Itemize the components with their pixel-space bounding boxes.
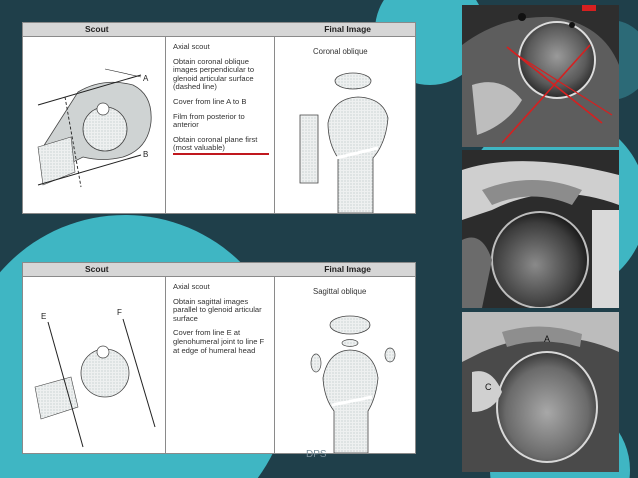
instruction-line: Obtain sagittal images parallel to glenoid articular surface <box>173 296 262 323</box>
instruction-line: Axial scout <box>173 282 210 291</box>
column-divider <box>165 276 166 453</box>
instruction-line: Cover from line A to B <box>173 96 247 106</box>
final-image-subtitle: Coronal oblique <box>313 47 368 56</box>
header-final-image: Final Image <box>324 264 371 274</box>
mri-coronal-image <box>462 150 619 308</box>
mri-label-c: C <box>485 382 492 392</box>
column-divider <box>274 276 275 453</box>
final-image-subtitle: Sagittal oblique <box>313 287 367 296</box>
sagittal-oblique-diagram <box>278 303 414 453</box>
panel-header <box>23 23 415 37</box>
line-label-a: A <box>143 74 149 83</box>
instructions-coronal <box>173 43 269 161</box>
header-scout: Scout <box>85 24 109 34</box>
axial-scout-diagram-coronal <box>23 37 165 213</box>
scout-panel-coronal <box>22 22 416 214</box>
column-divider <box>165 36 166 213</box>
panel-header <box>23 263 415 277</box>
instruction-line: Cover from line E at glenohumeral joint to line F at edge of humeral head <box>173 328 265 355</box>
instructions-sagittal <box>173 283 269 361</box>
line-label-e: E <box>41 312 47 321</box>
instruction-line: Axial scout <box>173 42 210 51</box>
header-final-image: Final Image <box>324 24 371 34</box>
column-divider <box>274 36 275 213</box>
scout-panel-sagittal <box>22 262 416 454</box>
coronal-oblique-diagram <box>278 63 414 213</box>
instruction-line-emphasis: Obtain coronal plane first (most valuable) <box>173 136 269 155</box>
mri-axial-image <box>462 5 619 147</box>
axial-scout-diagram-sagittal <box>23 277 165 453</box>
line-label-f: F <box>117 308 122 317</box>
header-scout: Scout <box>85 264 109 274</box>
line-label-b: B <box>143 150 149 159</box>
watermark-text: DPS <box>306 449 327 460</box>
instruction-line: Obtain coronal oblique images perpendicular to glenoid articular surface (dashed line) <box>173 56 255 92</box>
mri-sagittal-image <box>462 312 619 472</box>
instruction-line: Film from posterior to anterior <box>173 111 245 130</box>
mri-label-a: A <box>544 334 551 344</box>
